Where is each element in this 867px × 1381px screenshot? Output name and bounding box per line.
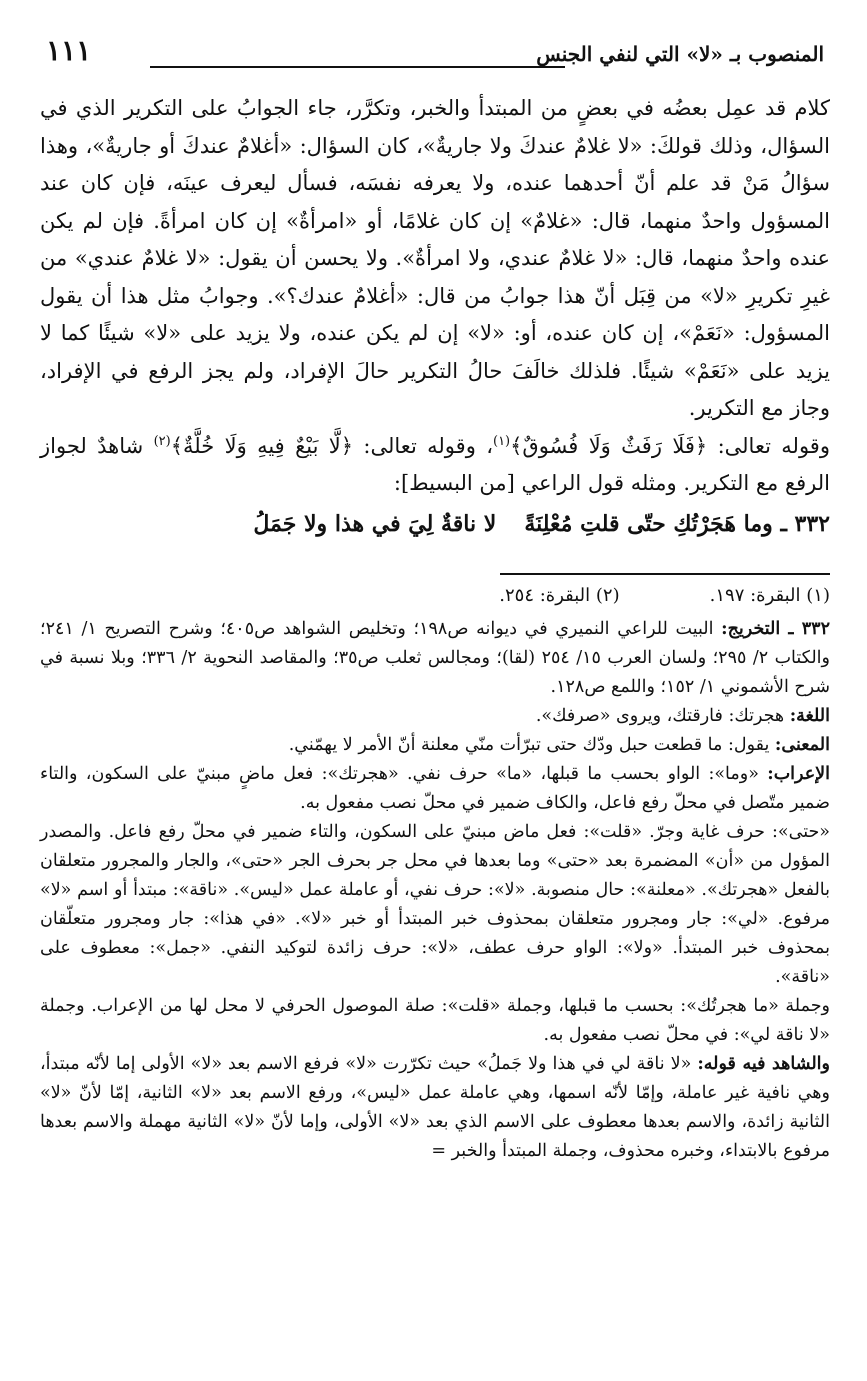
footnote-1: (١) البقرة: ١٩٧. (709, 584, 830, 606)
shahid-section (40, 1050, 830, 1166)
footnote-ref-2: (٢) (153, 433, 171, 449)
page-header (40, 28, 830, 90)
irab-section (40, 760, 830, 818)
takhrij-section (40, 615, 830, 702)
maana-text: يقول: ما قطعت حبل ودّك حتى تبرّأت منّي معلنة أنّ الأمر لا يهمّني. (288, 734, 770, 755)
lugha-label: اللغة: (789, 705, 830, 726)
poetry-verse (40, 511, 830, 537)
footnote-rule (500, 573, 830, 575)
shahid-text: «لا ناقة لي في هذا ولا جَملُ» حيث تكرّرت «لا» فرفع الاسم بعد «لا» الأولى إما لأنّه مبتدأ، وهي نافية غير عاملة، وإمّا لأنّه اسمها، وهي عاملة عمل «ليس»، ورفع الاسم بعد «لا» الثانية، إمّا لأنّ «لا» الثانية زائدة، والاسم بعدها معطوف على الاسم الذي بعد «لا» الأولى، وإما لأنّ «لا» الثانية مهملة والاسم بعدها مرفوع بالابتداء، وخبره محذوف، وجملة المبتدأ والخبر = (40, 1053, 830, 1161)
main-text (40, 90, 830, 503)
page-number: ١١١ (46, 34, 92, 67)
lugha-text: هجرتك: فارقتك، ويروى «صرفك». (535, 705, 785, 726)
irab-text-2: «حتى»: حرف غاية وجرّ. «قلت»: فعل ماض مبنيّ على السكون، والتاء ضمير في محلّ رفع فاعل. والمصدر المؤول من «أن» المضمرة بعد «حتى» وما بعدها في محل جر بحرف الجر «حتى»، والجار والمجرور متعلقان بالفعل «هجرتك». «معلنة»: حال منصوبة. «لا»: حرف نفي، أو عاملة عمل «ليس». «ناقة»: مبتدأ أو اسم «لا» مرفوع. «لي»: جار ومجرور متعلقان بمحذوف خبر المبتدأ أو خبر «لا». «في هذا»: جار ومجرور متعلّقان بمحذوف خبر المبتدأ. «ولا»: الواو حرف عطف، «لا»: حرف زائدة لتوكيد النفي. «جمل»: معطوف على «ناقة». (40, 821, 830, 987)
header-rule (150, 66, 565, 68)
verse-first-hemistich (524, 511, 830, 537)
verse-second-hemistich: لا ناقةٌ لِيَ في هذا ولا جَمَلُ (253, 510, 497, 537)
lugha-section (40, 702, 830, 731)
book-page (40, 28, 830, 1166)
running-title: المنصوب بـ «لا» التي لنفي الجنس (536, 42, 824, 66)
footnotes (40, 581, 830, 611)
paragraph-2-rest: شاهدٌ لجواز الرفع مع التكرير. ومثله قول الراعي [من البسيط]: (40, 433, 830, 495)
verse-first-text: وما هَجَرْتُكِ حتّى قلتِ مُعْلِنَةً (524, 510, 773, 537)
paragraph-2 (40, 428, 830, 503)
irab-label: الإعراب: (767, 763, 830, 784)
maana-section (40, 731, 830, 760)
irab-text-3: وجملة «ما هجرتُك»: بحسب ما قبلها، وجملة «قلت»: صلة الموصول الحرفي لا محل لها من الإعراب. وجملة «لا ناقة لي»: في محلّ نصب مفعول به. (40, 995, 830, 1045)
footnote-ref-1: (١) (492, 433, 511, 449)
takhrij-text: البيت للراعي النميري في ديوانه ص١٩٨؛ وتخليص الشواهد ص٤٠٥؛ وشرح التصريح ١/ ٢٤١؛ والكتاب ٢/ ٢٩٥؛ ولسان العرب ١٥/ ٢٥٤ (لقا)؛ ومجالس ثعلب ص٣٥؛ والمقاصد النحوية ٢/ ٣٣٦؛ وبلا نسبة في شرح الأشموني ١/ ١٥٢؛ واللمع ص١٢٨. (40, 618, 830, 697)
maana-label: المعنى: (774, 734, 830, 755)
takhrij-label: ٣٣٢ ـ التخريج: (721, 618, 830, 639)
irab-text-1: «وما»: الواو بحسب ما قبلها، «ما» حرف نفي. «هجرتك»: فعل ماضٍ مبنيّ على السكون، والتاء ضمير متّصل في محلّ رفع فاعل، والكاف ضمير في محلّ نصب مفعول به. (40, 763, 830, 813)
verse-commentary (40, 615, 830, 1166)
quran-quote-2: ، وقوله تعالى: ﴿لَّا بَيْعٌ فِيهِ وَلَا خُلَّةٌ﴾ (170, 433, 493, 458)
quran-quote-1: وقوله تعالى: ﴿فَلَا رَفَثٌ وَلَا فُسُوقٌ﴾ (510, 433, 830, 458)
paragraph-1: كلام قد عمِل بعضُه في بعضٍ من المبتدأ والخبر، وتكرَّر، جاء الجوابُ على التكرير الذي في السؤال، وذلك قولكَ: «لا غلامٌ عندكَ ولا جاريةٌ»، كان السؤال: «أغلامٌ عندكَ أو جاريةٌ»، وهذا سؤالُ مَنْ قد علم أنّ أحدهما عنده، ولا يعرفه نفسَه، فسأل ليعرف عينَه، فإن كان عند المسؤول واحدٌ منهما، قال: «غلامٌ» إن كان غلامًا، أو «امرأةٌ» إن كان امرأةً. فإن لم يكن عنده واحدٌ منهما، قال: «لا غلامٌ عندي، ولا امرأةٌ». ولا يحسن أن يقول: «لا غلامٌ عندي» من غيرِ تكريرِ «لا» من قِبَل أنّ هذا جوابُ من قال: «أغلامٌ عندك؟». وجوابُ مثل هذا أن يقول المسؤول: «نَعَمْ»، إن كان عنده، أو: «لا» إن لم يكن عنده، ولا يزيد على «لا» شيئًا كما لا يزيد على «نَعَمْ» شيئًا. فلذلك خالَفَ حالُ التكرير حالَ الإفراد، ولم يجز الرفع في الإفراد، وجاز مع التكرير. (40, 96, 830, 420)
verse-number: ٣٣٢ ـ (780, 510, 830, 537)
footnote-2: (٢) البقرة: ٢٥٤. (499, 584, 620, 606)
shahid-label: والشاهد فيه قوله: (697, 1053, 830, 1074)
